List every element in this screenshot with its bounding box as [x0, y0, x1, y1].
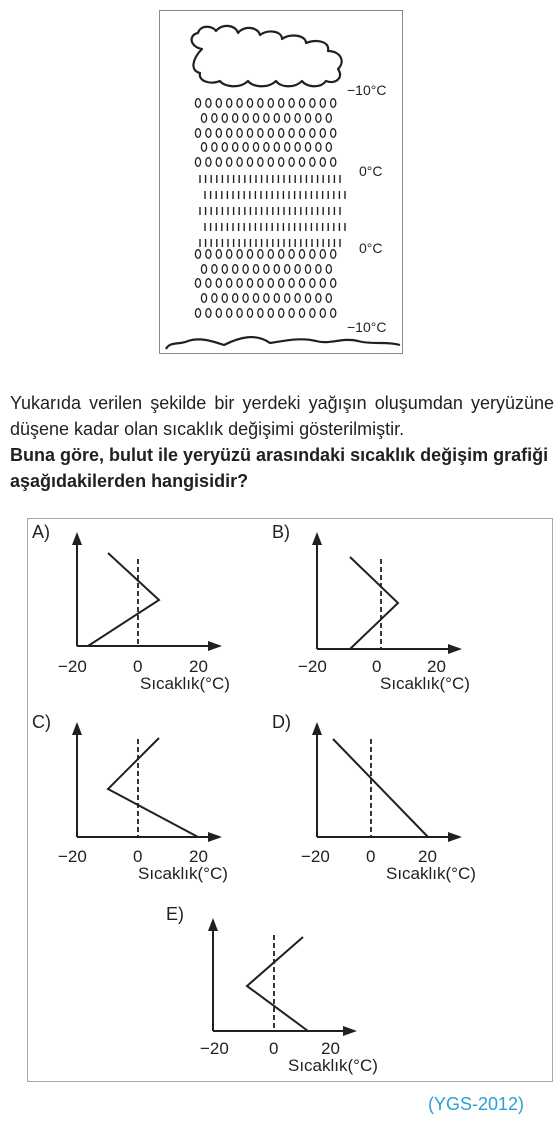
snowflake-particle — [331, 309, 336, 318]
snowflake-particle — [316, 114, 321, 123]
snowflake-particle — [289, 250, 294, 259]
snowflake-particle — [320, 129, 325, 138]
precipitation-figure — [159, 10, 403, 354]
snowflake-particle — [258, 309, 263, 318]
snowflake-particle — [289, 129, 294, 138]
snowflake-particle — [216, 309, 221, 318]
snowflake-particle — [227, 158, 232, 167]
snowflake-particle — [331, 250, 336, 259]
snowflake-particle — [279, 279, 284, 288]
tick-0: 0 — [269, 1039, 279, 1058]
snowflake-particle — [227, 309, 232, 318]
ground-icon — [166, 337, 400, 349]
temp-label-lower-mid: 0°C — [359, 240, 383, 256]
option-e-graph — [158, 899, 418, 1079]
snowflake-particle — [227, 250, 232, 259]
snowflake-particle — [212, 143, 217, 152]
snowflake-particle — [285, 265, 290, 274]
snowflake-particle — [237, 309, 242, 318]
tick-minus-20: −20 — [298, 657, 327, 676]
snowflake-particle — [326, 265, 331, 274]
snowflake-particle — [206, 158, 211, 167]
snowflake-particle — [310, 279, 315, 288]
x-axis-title: Sıcaklık(°C) — [386, 864, 476, 883]
tick-0: 0 — [366, 847, 376, 866]
snowflake-particle — [264, 143, 269, 152]
snowflake-particle — [216, 129, 221, 138]
snowflake-particle — [310, 99, 315, 108]
snowflake-particle — [247, 129, 252, 138]
tick-20: 20 — [321, 1039, 340, 1058]
snowflake-particle — [305, 114, 310, 123]
snowflake-particle — [227, 99, 232, 108]
snowflake-particle — [243, 114, 248, 123]
snowflake-particle — [279, 250, 284, 259]
snowflake-particle — [289, 158, 294, 167]
snowflake-particle — [237, 129, 242, 138]
snowflake-particle — [195, 309, 200, 318]
snowflake-particle — [237, 158, 242, 167]
temperature-curve — [350, 557, 398, 649]
snowflake-particle — [310, 158, 315, 167]
snowflake-particle — [295, 143, 300, 152]
snowflake-particle — [279, 99, 284, 108]
snowflake-particle — [299, 250, 304, 259]
snowflake-particle — [237, 250, 242, 259]
snowflake-particle — [279, 309, 284, 318]
snowflake-particle — [222, 143, 227, 152]
tick-0: 0 — [133, 657, 143, 676]
snowflake-particle — [237, 99, 242, 108]
snowflake-particle — [195, 99, 200, 108]
snowflake-particle — [316, 265, 321, 274]
snowflake-particle — [264, 294, 269, 303]
x-axis-title: Sıcaklık(°C) — [138, 864, 228, 883]
snowflake-particle — [253, 143, 258, 152]
snowflake-particle — [268, 129, 273, 138]
snowflake-particle — [289, 309, 294, 318]
snowflake-particle — [206, 250, 211, 259]
y-axis-arrow — [208, 918, 218, 931]
snowflake-particle — [195, 158, 200, 167]
snowflake-particle — [279, 158, 284, 167]
tick-minus-20: −20 — [58, 847, 87, 866]
snowflake-particle — [258, 158, 263, 167]
snowflake-particle — [206, 129, 211, 138]
tick-0: 0 — [372, 657, 382, 676]
tick-minus-20: −20 — [200, 1039, 229, 1058]
x-axis-arrow — [343, 1026, 357, 1036]
snowflake-particle — [247, 99, 252, 108]
snowflake-particle — [227, 279, 232, 288]
snowflake-particle — [295, 294, 300, 303]
snowflake-particle — [279, 129, 284, 138]
snowflake-particle — [320, 309, 325, 318]
snowflake-particle — [289, 279, 294, 288]
temperature-curve — [108, 738, 198, 837]
option-letter: D) — [272, 712, 291, 732]
snowflake-particle — [299, 279, 304, 288]
snowflake-particle — [247, 279, 252, 288]
y-axis-arrow — [312, 532, 322, 545]
snowflake-particle — [274, 265, 279, 274]
snowflake-particle — [237, 279, 242, 288]
option-d[interactable] — [268, 709, 548, 889]
snowflake-particle — [253, 265, 258, 274]
snowflake-particle — [222, 265, 227, 274]
snowflake-particle — [285, 143, 290, 152]
snowflake-particle — [316, 143, 321, 152]
x-axis-arrow — [448, 644, 462, 654]
snowflake-particle — [268, 250, 273, 259]
snowflake-particle — [326, 294, 331, 303]
x-axis-title: Sıcaklık(°C) — [288, 1056, 378, 1075]
snowflake-particle — [201, 294, 206, 303]
snowflake-particle — [331, 99, 336, 108]
snowflake-particle — [195, 129, 200, 138]
snowflake-particle — [331, 279, 336, 288]
tick-20: 20 — [189, 657, 208, 676]
snowflake-particle — [310, 309, 315, 318]
option-letter: A) — [32, 522, 50, 542]
x-axis-arrow — [448, 832, 462, 842]
snowflake-particle — [253, 114, 258, 123]
snowflake-particle — [274, 114, 279, 123]
snowflake-particle — [206, 99, 211, 108]
temperature-curve — [333, 739, 428, 837]
temp-label-top: −10°C — [347, 82, 387, 98]
snowflake-particle — [305, 265, 310, 274]
option-c[interactable] — [28, 709, 288, 889]
x-axis-arrow — [208, 641, 222, 651]
snowflake-particle — [274, 294, 279, 303]
snowflake-particle — [299, 158, 304, 167]
y-axis-arrow — [72, 722, 82, 735]
snowflake-particle — [222, 294, 227, 303]
source-label: (YGS-2012) — [428, 1094, 525, 1114]
snowflake-particle — [201, 265, 206, 274]
tick-20: 20 — [427, 657, 446, 676]
snowflake-particle — [206, 279, 211, 288]
snowflake-particle — [320, 158, 325, 167]
temp-label-upper-mid: 0°C — [359, 163, 383, 179]
option-letter: C) — [32, 712, 51, 732]
snowflake-particle — [299, 129, 304, 138]
question-prompt: Buna göre, bulut ile yeryüzü arasındaki sıcaklık değişim grafiği aşağıdakilerden hangisidir? — [10, 445, 549, 491]
temp-label-bottom: −10°C — [347, 319, 387, 335]
snowflake-particle — [206, 309, 211, 318]
snowflake-particle — [216, 279, 221, 288]
snowflake-particle — [233, 294, 238, 303]
temperature-curve — [247, 937, 308, 1031]
tick-minus-20: −20 — [58, 657, 87, 676]
precipitation-particles — [195, 99, 345, 318]
temperature-curve — [88, 553, 159, 646]
snowflake-particle — [212, 265, 217, 274]
snowflake-particle — [233, 265, 238, 274]
snowflake-particle — [216, 250, 221, 259]
snowflake-particle — [247, 309, 252, 318]
snowflake-particle — [258, 99, 263, 108]
snowflake-particle — [310, 250, 315, 259]
tick-minus-20: −20 — [301, 847, 330, 866]
snowflake-particle — [227, 129, 232, 138]
snowflake-particle — [295, 114, 300, 123]
snowflake-particle — [216, 99, 221, 108]
snowflake-particle — [285, 294, 290, 303]
snowflake-particle — [222, 114, 227, 123]
snowflake-particle — [320, 250, 325, 259]
snowflake-particle — [295, 265, 300, 274]
question-text: Yukarıda verilen şekilde bir yerdeki yağışın oluşumdan yeryüzüne düşene kadar olan sıcaklık değişimi gösterilmiştir. — [10, 393, 554, 439]
snowflake-particle — [268, 158, 273, 167]
snowflake-particle — [264, 114, 269, 123]
snowflake-particle — [331, 158, 336, 167]
snowflake-particle — [264, 265, 269, 274]
option-b[interactable] — [268, 519, 548, 699]
snowflake-particle — [233, 114, 238, 123]
snowflake-particle — [243, 143, 248, 152]
precipitation-diagram — [160, 11, 404, 355]
tick-0: 0 — [133, 847, 143, 866]
snowflake-particle — [299, 309, 304, 318]
snowflake-particle — [320, 99, 325, 108]
snowflake-particle — [233, 143, 238, 152]
snowflake-particle — [289, 99, 294, 108]
snowflake-particle — [201, 143, 206, 152]
snowflake-particle — [243, 265, 248, 274]
answer-options — [27, 518, 553, 1082]
snowflake-particle — [258, 279, 263, 288]
snowflake-particle — [268, 309, 273, 318]
snowflake-particle — [216, 158, 221, 167]
snowflake-particle — [299, 99, 304, 108]
snowflake-particle — [326, 114, 331, 123]
tick-20: 20 — [418, 847, 437, 866]
snowflake-particle — [274, 143, 279, 152]
snowflake-particle — [253, 294, 258, 303]
x-axis-title: Sıcaklık(°C) — [140, 674, 230, 693]
option-e[interactable] — [158, 899, 418, 1079]
snowflake-particle — [212, 294, 217, 303]
option-letter: B) — [272, 522, 290, 542]
snowflake-particle — [243, 294, 248, 303]
snowflake-particle — [331, 129, 336, 138]
x-axis-title: Sıcaklık(°C) — [380, 674, 470, 693]
snowflake-particle — [305, 294, 310, 303]
snowflake-particle — [247, 250, 252, 259]
option-letter: E) — [166, 904, 184, 924]
snowflake-particle — [195, 279, 200, 288]
snowflake-particle — [268, 279, 273, 288]
y-axis-arrow — [72, 532, 82, 545]
snowflake-particle — [268, 99, 273, 108]
tick-20: 20 — [189, 847, 208, 866]
snowflake-particle — [212, 114, 217, 123]
option-a[interactable] — [28, 519, 288, 699]
y-axis-arrow — [312, 722, 322, 735]
snowflake-particle — [258, 250, 263, 259]
snowflake-particle — [258, 129, 263, 138]
snowflake-particle — [326, 143, 331, 152]
snowflake-particle — [247, 158, 252, 167]
snowflake-particle — [320, 279, 325, 288]
x-axis-arrow — [208, 832, 222, 842]
snowflake-particle — [316, 294, 321, 303]
cloud-icon — [192, 26, 342, 86]
snowflake-particle — [201, 114, 206, 123]
snowflake-particle — [195, 250, 200, 259]
snowflake-particle — [285, 114, 290, 123]
snowflake-particle — [305, 143, 310, 152]
snowflake-particle — [310, 129, 315, 138]
